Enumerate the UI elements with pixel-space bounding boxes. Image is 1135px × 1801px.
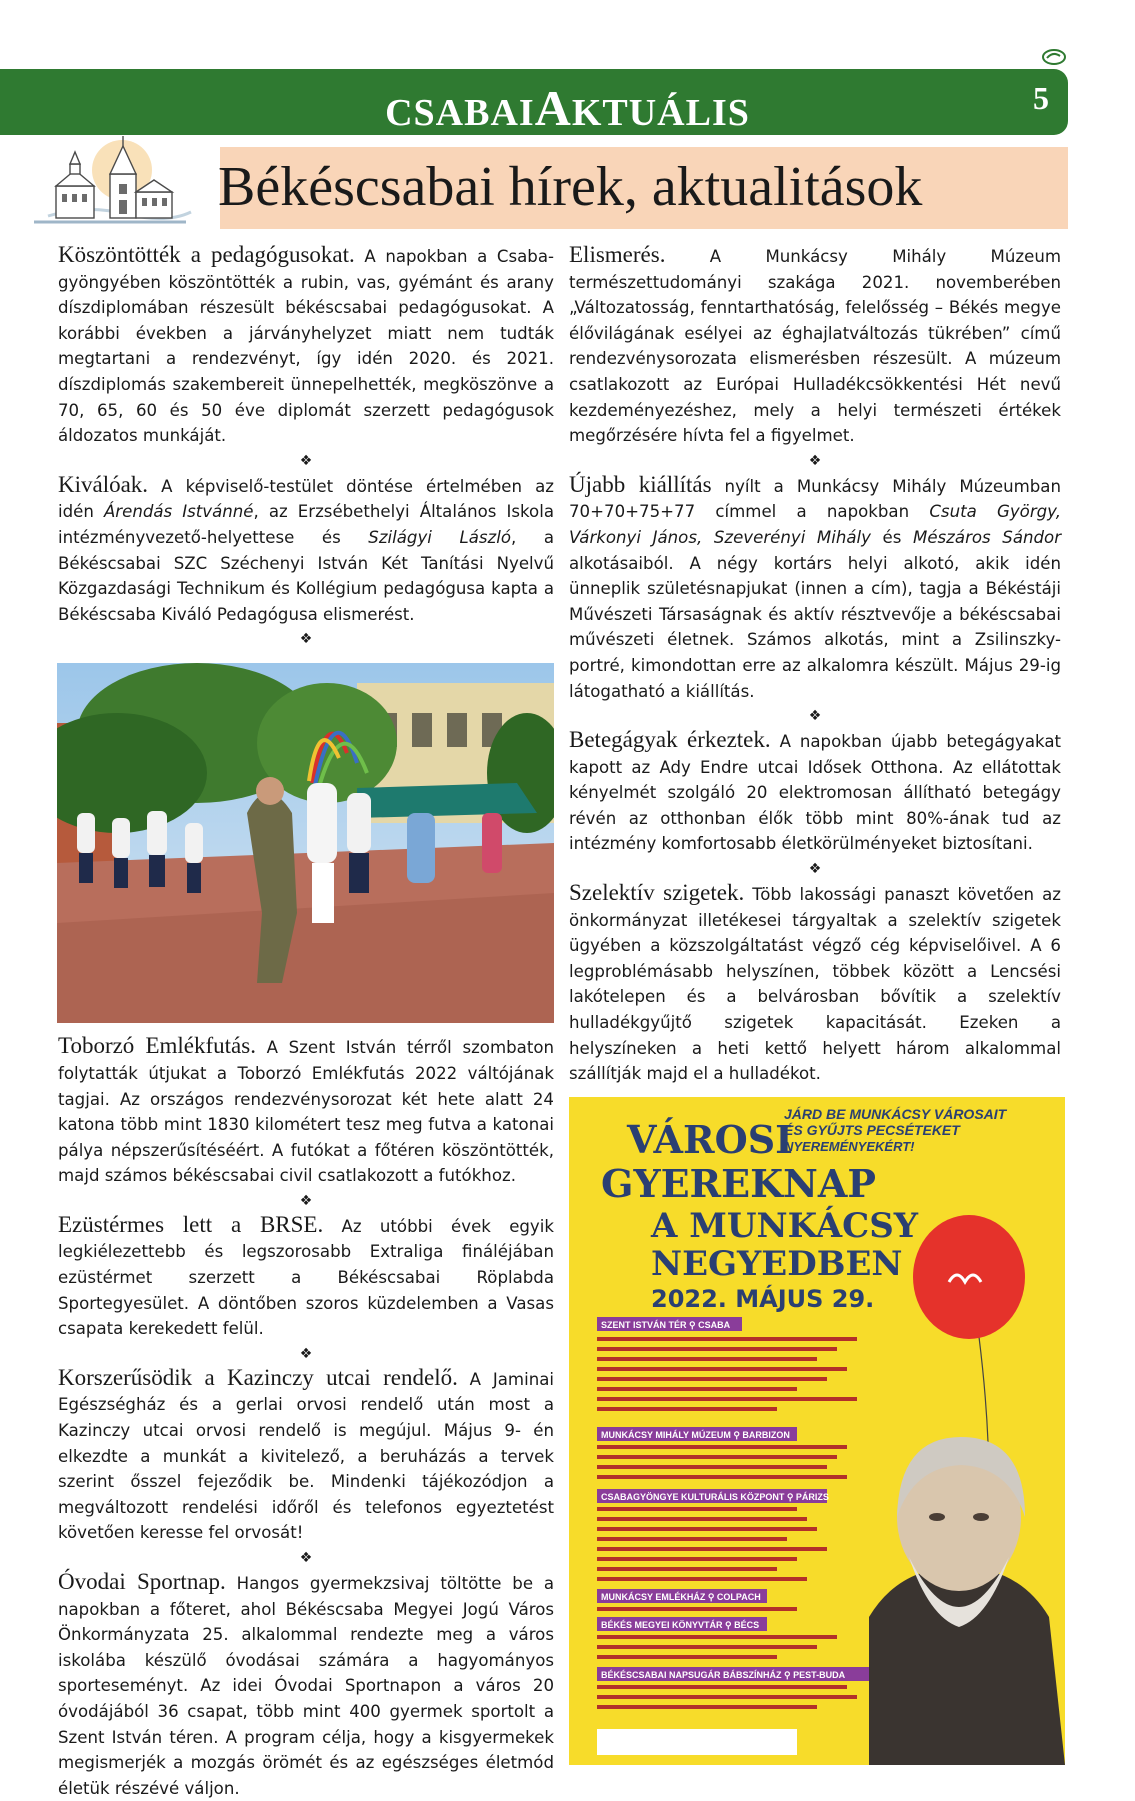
article-body: , a Békéscsabai SZC Széchenyi István Két Tanítási Nyelvű Közgazdasági Technikum és Kollégium pedagógusa kapta a Békéscsaba Kiváló Pedagógusa elismerést. — [58, 527, 555, 624]
artist-names: Mészáros Sándor — [913, 527, 1062, 547]
venue-label: BÉKÉS MEGYEI KÖNYVTÁR ⚲ BÉCS — [601, 1619, 760, 1630]
article-body: A napokban a Csabagyöngyében köszöntötték a rubin, vas, gyémánt és arany díszdiplomában részesült békéscsabai pedagógusokat. A korábbi években a járványhelyzet miatt nem tudták megtartani a rendezvényt, így idén 2020. és 2021. díszdiplomás szakembereit ünnepelhették, megköszönve a 70, 65, 60 és 50 éve diplomát szerzett pedagógusok áldozatos munkáját. — [58, 247, 555, 446]
article-body: A képviselő-testület döntése értelmében az idén — [58, 476, 554, 522]
article-heading: Szelektív szigetek. — [569, 880, 745, 906]
article-body: és — [870, 527, 914, 547]
venue-label: MUNKÁCSY MIHÁLY MÚZEUM ⚲ BARBIZON — [601, 1429, 790, 1440]
sponsor-logos — [597, 1729, 797, 1755]
page-number: 5 — [1033, 80, 1049, 116]
separator-ornament: ❖ — [808, 861, 822, 878]
article-betegagyak — [569, 727, 1061, 857]
article-heading: Köszöntötték a pedagógusokat. — [58, 242, 355, 267]
childrens-day-poster — [569, 1097, 1065, 1765]
article-body: Az utóbbi évek egyik legkiélezettebb és legszorosabb Extraliga fináléjában ezüstérmet szerzett a Békéscsabai Röplabda Sportegyesület. A döntőben szoros küzdelemben a Vasas csapata kerekedett felül. — [58, 1216, 554, 1339]
separator-ornament: ❖ — [299, 1345, 313, 1362]
article-pedagogusok — [58, 242, 554, 449]
article-heading: Kiválóak. — [58, 471, 149, 497]
article-heading: Elismerés. — [569, 242, 666, 267]
magazine-title — [0, 79, 1135, 137]
poster-tagline: JÁRD BE MUNKÁCSY VÁROSAIT — [784, 1105, 1007, 1122]
poster-tagline: NYEREMÉNYEKÉRT! — [784, 1138, 915, 1154]
article-szelektiv — [569, 880, 1061, 1087]
article-brse — [58, 1212, 554, 1342]
article-body: A Szent István térről szombaton folytatták útjukat a Toborzó Emlékfutás 2022 váltójának tagjai. Az országos rendezvénysorozat két hete alatt 24 katona több mint 1830 kilométert tesz meg futva a katonai pálya népszerűsítéséért. A futókat a főtéren köszöntötték, majd számos békéscsabai civil csatlakozott a futókhoz. — [58, 1038, 554, 1186]
venue-label: BÉKÉSCSABAI NAPSUGÁR BÁBSZÍNHÁZ ⚲ PEST-BUDA — [601, 1669, 846, 1680]
article-ujabb-kiallitas — [569, 472, 1061, 704]
article-heading: Újabb kiállítás — [569, 471, 712, 497]
right-column — [569, 242, 1061, 1765]
separator-ornament: ❖ — [299, 1192, 313, 1209]
poster-tagline: ÉS GYŰJTS PECSÉTEKET — [784, 1121, 960, 1138]
article-heading: Óvodai Sportnap. — [58, 1569, 226, 1594]
poster-date: 2022. MÁJUS 29. — [651, 1284, 875, 1313]
separator-ornament: ❖ — [299, 1550, 313, 1566]
article-heading: Korszerűsödik a Kazinczy utcai rendelő. — [58, 1364, 458, 1390]
article-body: Több lakossági panaszt követően az önkormányzat illetékesei tárgyaltak a szelektív szigetek ügyében a közszolgáltatást végző cég képviselőivel. A 6 legproblémásabb helyszínen, többek között a Lencsési lakótelepen és a belvárosban bővítik a szelektív hulladékgyűjtő szigetek kapacitását. Ezeken a helyszíneken a heti kettő helyett három alkalommal szállítják majd el a hulladékot. — [569, 885, 1061, 1084]
poster-title: NEGYEDBEN — [651, 1243, 903, 1284]
article-body: , az Erzsébethelyi Általános Iskola intézményvezető-helyettese és — [58, 502, 554, 547]
article-ovodai-sportnap — [58, 1569, 554, 1801]
separator-ornament: ❖ — [808, 708, 822, 725]
left-column — [58, 242, 554, 1801]
venue-label: MUNKÁCSY EMLÉKHÁZ ⚲ COLPACH — [601, 1591, 761, 1602]
article-heading: Ezüstérmes lett a BRSE. — [58, 1211, 324, 1237]
title-initial: A — [534, 80, 572, 136]
artist-names: Csuta György, Várkonyi János, Szeverényi Mihály — [569, 502, 1061, 547]
person-name: Árendás Istvánné — [103, 502, 254, 522]
poster-title: GYEREKNAP — [601, 1160, 876, 1206]
article-heading: Betegágyak érkeztek. — [569, 727, 771, 753]
article-kivaloak — [58, 472, 554, 628]
separator-ornament: ❖ — [299, 631, 313, 648]
person-name: Szilágyi László — [368, 527, 511, 547]
title-part-2: KTUÁLIS — [571, 92, 750, 134]
article-heading: Toborzó Emlékfutás. — [58, 1033, 256, 1059]
article-body: alkotásaiból. A négy kortárs helyi alkotó, akik idén ünneplik születésnapjukat (innen a cím), tagja a Békéstáji Művészeti Társaságnak és aktív résztvevője a békéscsabai művészeti életnek. Számos alkotás, mint a Zsilinszky-portré, kimondottan erre az alkalomra készült. Május 29-ig látogatható a kiállítás. — [569, 553, 1061, 701]
article-kazinczy — [58, 1365, 554, 1546]
article-body: A napokban újabb betegágyakat kapott az Ady Endre utcai Idősek Otthona. Az ellátottak kényelmét szolgáló 20 elektromosan állítható betegágy révén az otthonban élők több mint 80%-ának tud az intézmény komfortosabb életkörülményeket biztosítani. — [569, 732, 1061, 854]
venue-label: CSABAGYÖNGYE KULTURÁLIS KÖZPONT ⚲ PÁRIZS — [601, 1491, 829, 1502]
separator-ornament: ❖ — [808, 452, 822, 469]
swirl-logo-icon — [1041, 48, 1067, 66]
title-part-1: CSABAI — [385, 92, 535, 134]
poster-title: VÁROSI — [627, 1116, 793, 1162]
article-body: A Jaminai Egészségház és a gerlai orvosi rendelő után most a Kazinczy utcai orvosi rendelő is megújul. Május 9- én elkezdte a munkát a kivitelező, a beruházás a tervek szerint ősszel fejeződik be. Mindenki tájékozódjon a megváltozott rendelési időről és telefonos egyeztetést követően keresse fel orvosát! — [58, 1369, 554, 1543]
article-toborzo — [58, 1033, 554, 1189]
separator-ornament: ❖ — [299, 452, 313, 469]
article-elismeres — [569, 242, 1061, 449]
article-body: nyílt a Munkácsy Mihály Múzeumban 70+70+75+77 címmel a napokban — [569, 476, 1061, 522]
running-relay-photo — [57, 663, 554, 1023]
church-illustration-icon — [26, 134, 196, 239]
article-body: A Munkácsy Mihály Múzeum természettudományi szakága 2021. novemberében „Változatosság, fenntarthatóság, felelősség – Békés megye élővilágának esélyei az éghajlatváltozás tükrében” című rendezvénysorozata elismerésben részesült. A múzeum csatlakozott az Európai Hulladékcsökkentési Hét nevű kezdeményezéshez, mely a helyi természeti értékek megőrzésére hívta fel a figyelmet. — [569, 247, 1061, 446]
section-title: Békéscsabai hírek, aktualitások — [218, 156, 923, 218]
poster-title: A MUNKÁCSY — [651, 1205, 919, 1246]
article-body: Hangos gyermekzsivaj töltötte be a napokban a főteret, ahol Békéscsaba Megyei Jogú Város Önkormányzata 25. alkalommal rendezte meg a város iskolába készülő óvodásai számára a hagyományos sporteseményt. Az idei Óvodai Sportnapon a város 20 óvodájából 36 csapat, több mint 400 gyermek sportolt a Szent István téren. A program célja, hogy a kisgyermekek megismerjék a mozgás örömét és az egészséges életmód életük részévé váljon. — [58, 1574, 554, 1798]
venue-label: SZENT ISTVÁN TÉR ⚲ CSABA — [601, 1319, 731, 1330]
